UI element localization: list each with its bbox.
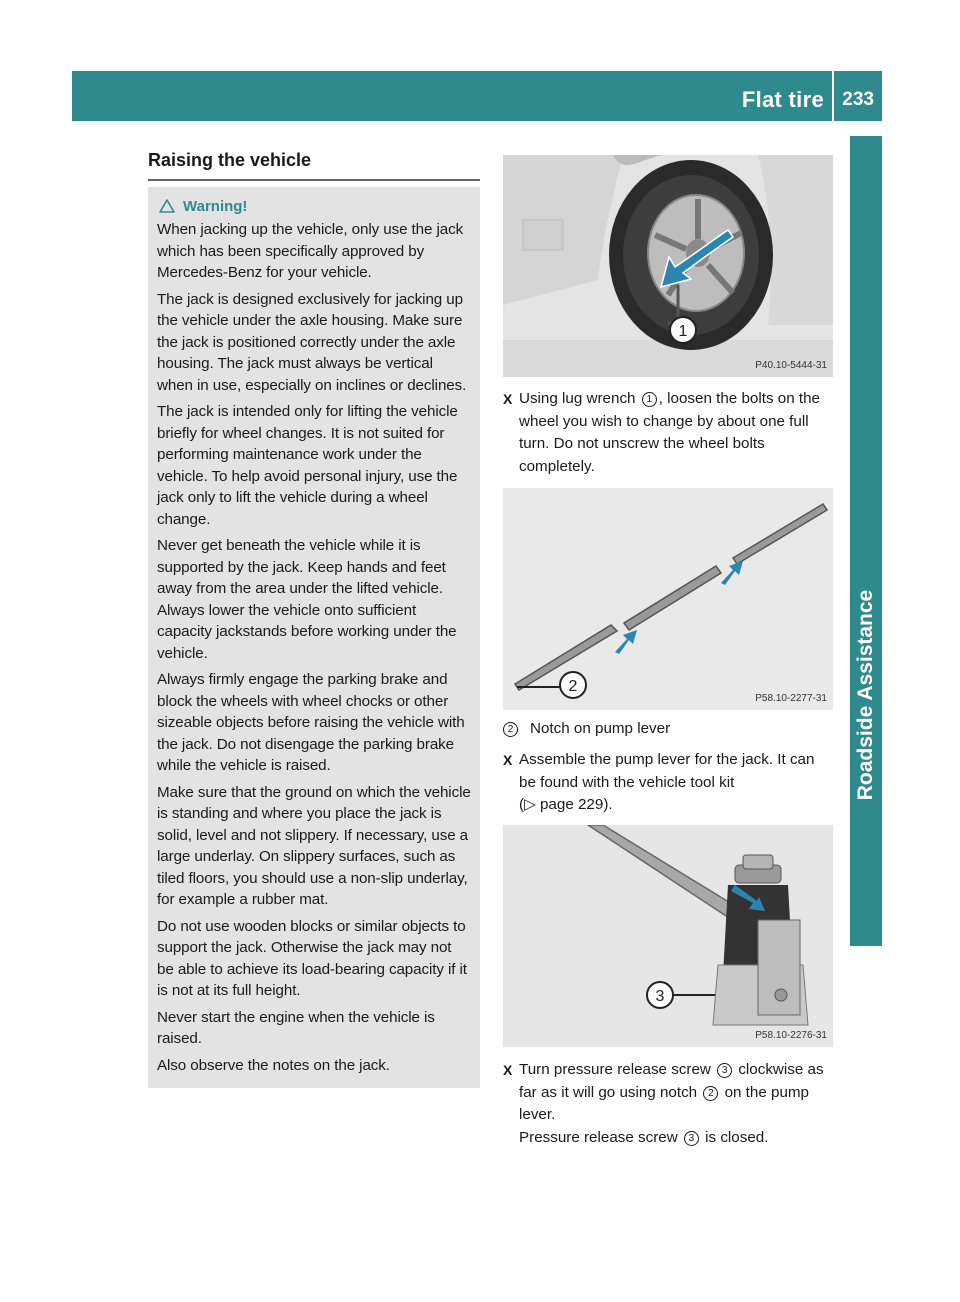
warning-triangle-icon	[159, 199, 175, 213]
warning-paragraph: Make sure that the ground on which the vehicle is standing and where you place the jack is solid, level and not slippery. If necessary, use a large underlay. On slippery surfaces, such as tiled floors, you should use a non-slip underlay, for example a rubber mat.	[157, 783, 471, 908]
figure-code: P58.10-2277-31	[755, 693, 827, 704]
step-text: Assemble the pump lever for the jack. It can be found with the vehicle tool kit (▷ page 229).	[519, 751, 815, 813]
step-marker-icon: X	[503, 752, 513, 768]
warning-box	[148, 187, 480, 1088]
figure-code: P58.10-2276-31	[755, 1030, 827, 1041]
callout-ref: 1	[642, 392, 657, 407]
figure-callout: 1	[678, 323, 688, 340]
page-reference[interactable]: page 229).	[539, 796, 613, 813]
wheel-illustration	[503, 155, 833, 377]
header-bar	[72, 71, 882, 121]
figure-callout: 3	[655, 988, 665, 1005]
step-marker-icon: X	[503, 391, 513, 407]
warning-paragraph: Never get beneath the vehicle while it is supported by the jack. Keep hands and feet away from the area under the lifted vehicle. Always lower the vehicle onto sufficient capacity jackstands before working under the vehicle.	[157, 537, 457, 662]
jack-illustration	[503, 825, 833, 1047]
warning-header	[157, 193, 472, 219]
instruction-step	[503, 388, 835, 478]
callout-ref: 2	[703, 1086, 718, 1101]
step-text-part: Assemble the pump lever for the jack. It can be found with the vehicle tool kit	[519, 751, 815, 791]
step-marker-icon: X	[503, 1062, 513, 1078]
figure-pump-lever	[503, 488, 833, 710]
header-title: Flat tire	[741, 87, 824, 112]
callout-ref: 3	[717, 1063, 732, 1078]
step-text-part: , loosen the bolts on the wheel you wish to change by about one full turn. Do not unscrew the wheel bolts completely.	[519, 390, 820, 475]
figure-code: P40.10-5444-31	[755, 360, 827, 371]
figure-callout: 2	[568, 678, 578, 695]
section-heading: Raising the vehicle	[148, 150, 480, 181]
step-text-part: Turn pressure release screw	[519, 1061, 716, 1078]
figure-jack	[503, 825, 833, 1047]
side-tab	[850, 136, 882, 946]
step-text-part: is closed.	[700, 1128, 769, 1146]
step-text	[519, 388, 835, 478]
warning-paragraph: Do not use wooden blocks or similar objects to support the jack. Otherwise the jack may not be able to achieve its load-bearing capacity if it is not at its full height.	[157, 917, 467, 999]
warning-paragraph: Always firmly engage the parking brake and block the wheels with wheel chocks or other sizeable objects before raising the vehicle with the jack. Do not disengage the parking brake while the vehicle is raised.	[157, 671, 465, 774]
warning-title: Warning!	[183, 197, 248, 215]
warning-paragraph: Never start the engine when the vehicle is raised.	[157, 1008, 435, 1047]
warning-paragraph: When jacking up the vehicle, only use the jack which has been specifically approved by Mercedes-Benz for your vehicle.	[157, 221, 464, 281]
step-text-part: clockwise as far as it will go using notch	[519, 1061, 824, 1101]
step-text	[519, 1059, 835, 1149]
page-number: 233	[842, 89, 874, 110]
instruction-step	[503, 749, 835, 817]
warning-paragraph: The jack is designed exclusively for jacking up the vehicle under the axle housing. Make sure the jack is positioned correctly under the axle housing. The jack must always be vertical when in use, especially on inclines or declines.	[157, 290, 467, 394]
page-reference-icon: ▷	[524, 796, 536, 813]
header-divider	[832, 71, 834, 121]
side-tab-label: Roadside Assistance	[854, 589, 877, 801]
warning-paragraph: The jack is intended only for lifting the vehicle briefly for wheel changes. It is not suited for performing maintenance work under the vehicle. To help avoid personal injury, use the jack only to lift the vehicle during a wheel change.	[157, 403, 458, 528]
side-tab-block	[850, 896, 882, 946]
callout-ref: 3	[684, 1131, 699, 1146]
warning-paragraph: Also observe the notes on the jack.	[157, 1056, 390, 1074]
pump-lever-illustration	[503, 488, 833, 710]
instruction-step	[503, 1059, 835, 1149]
step-text-part: Pressure release screw	[519, 1128, 682, 1146]
figure-lug-wrench	[503, 155, 833, 377]
callout-ref: 2	[503, 722, 518, 737]
step-text-part: Using lug wrench	[519, 390, 640, 407]
legend-text: Notch on pump lever	[530, 720, 671, 737]
step-text-part: on the pump lever.	[519, 1083, 809, 1123]
legend-item	[503, 718, 835, 740]
